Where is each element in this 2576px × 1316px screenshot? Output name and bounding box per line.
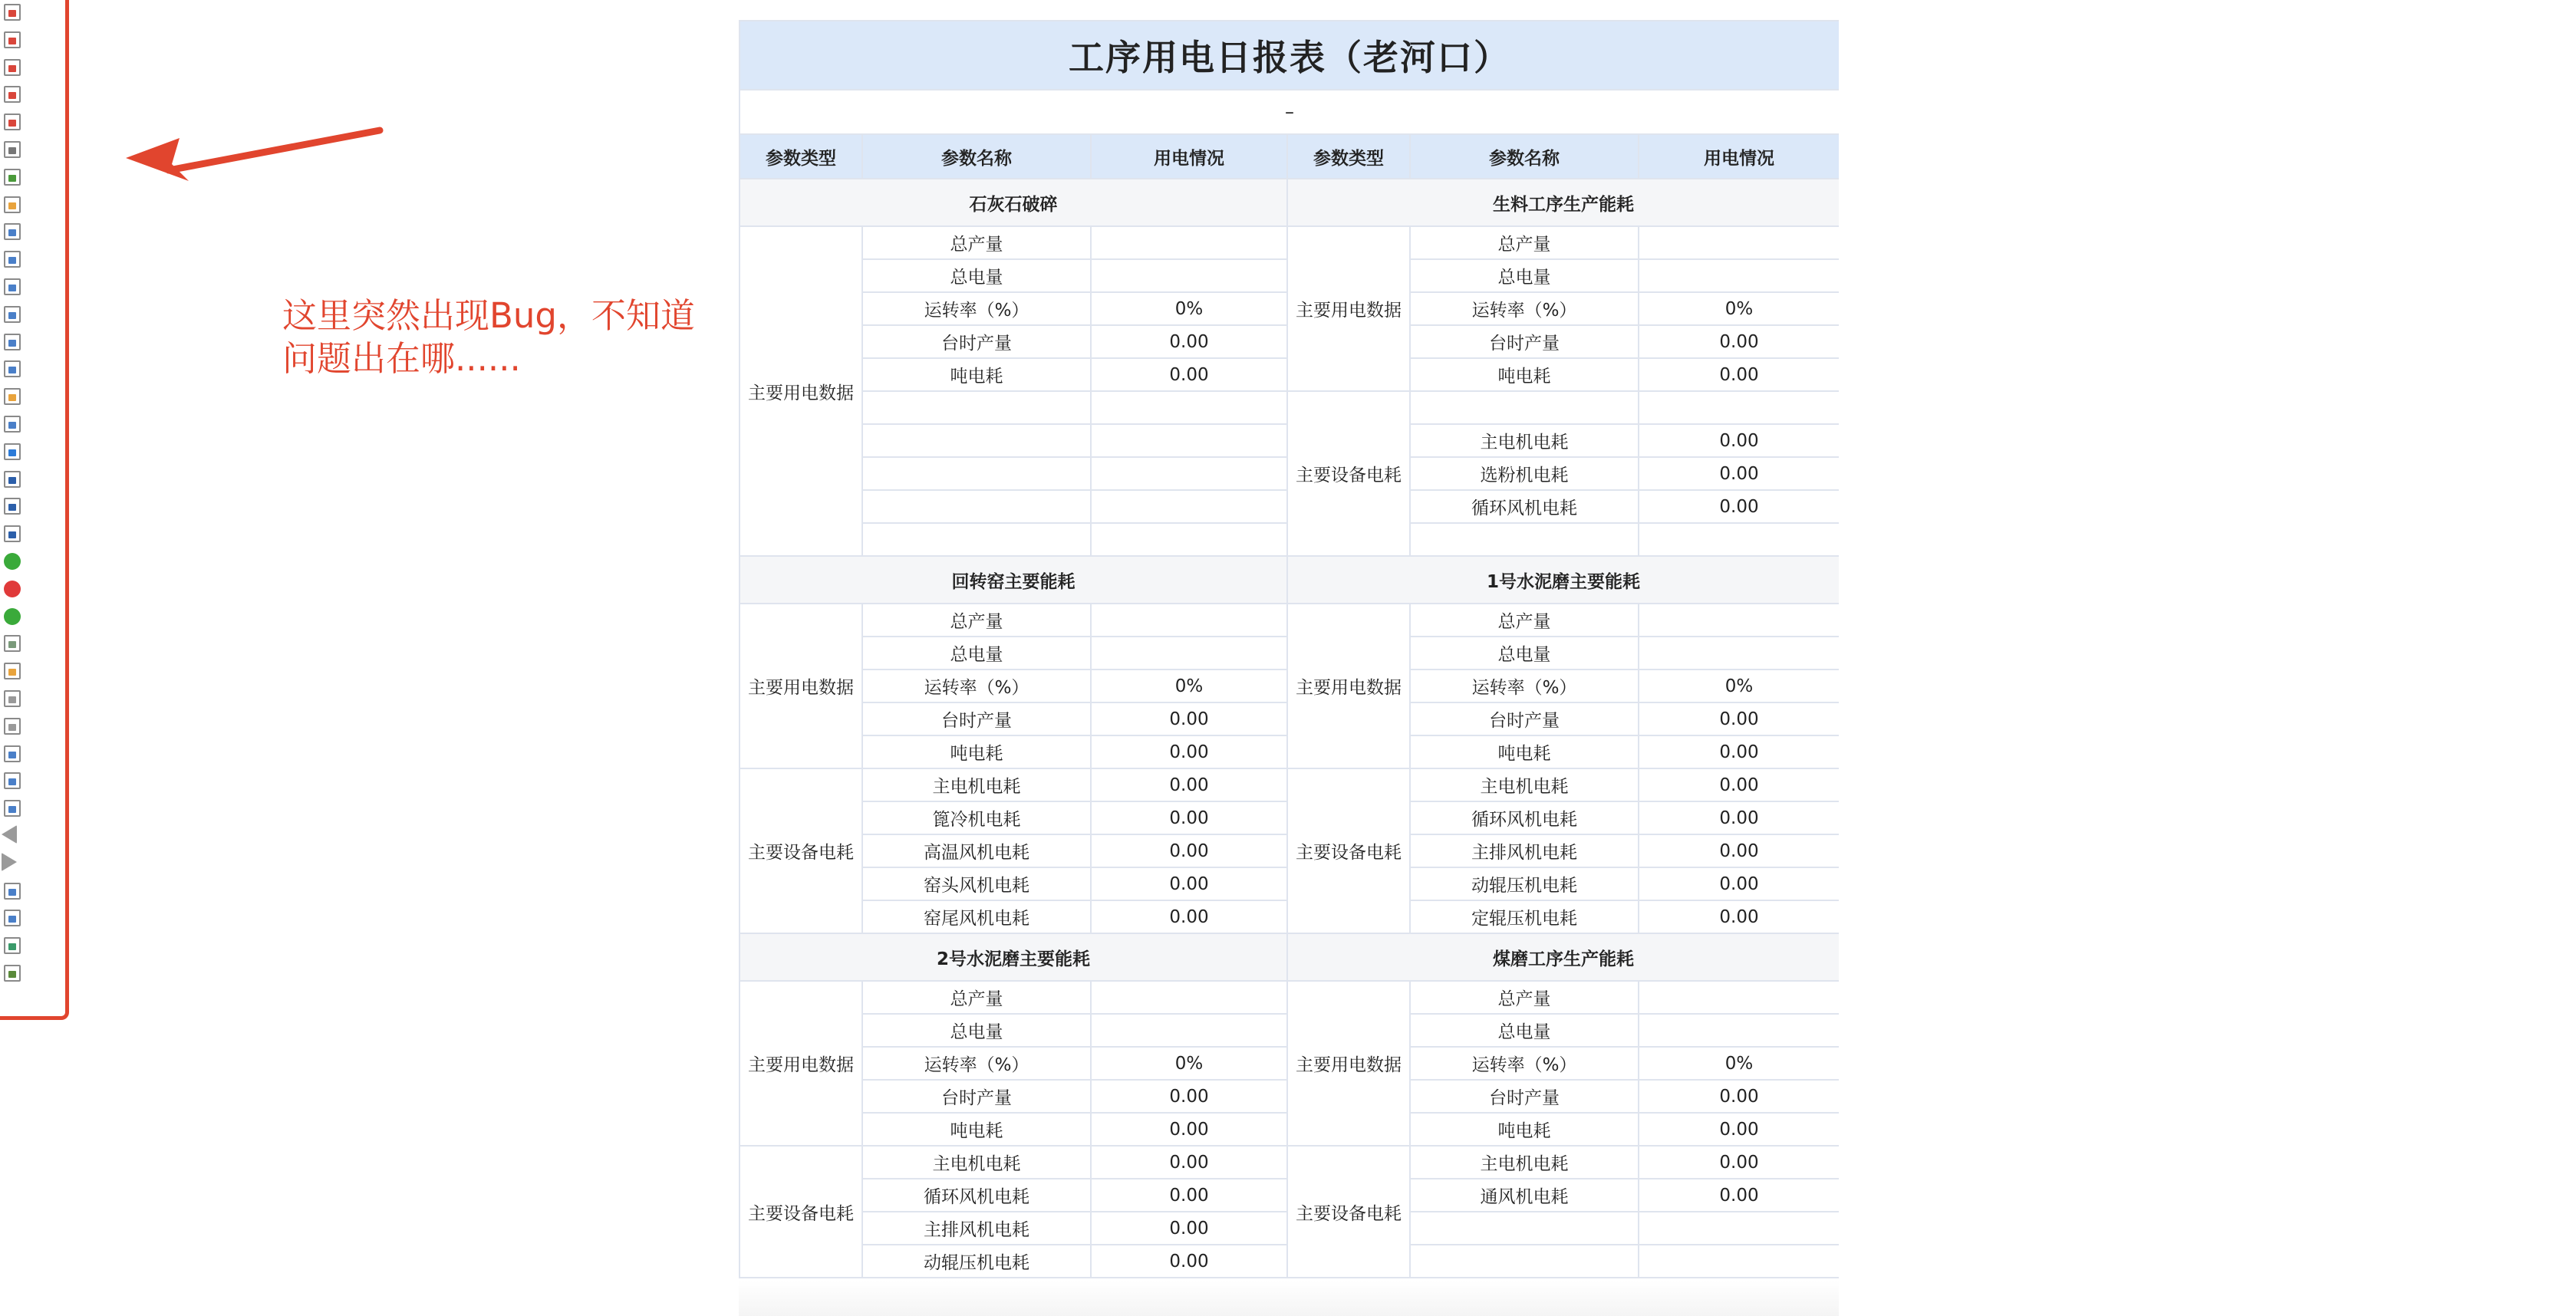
icon-accent (8, 175, 16, 182)
param-name-cell: 吨电耗 (1410, 1113, 1639, 1146)
delete-glyph (4, 581, 21, 597)
param-name-cell: 总产量 (1410, 981, 1639, 1014)
print-glyph (4, 141, 21, 158)
annotation-arrow-shaft (169, 130, 380, 170)
table-row (740, 391, 1839, 424)
param-name-cell: 总电量 (1410, 637, 1639, 670)
usage-value-cell: 0.00 (1639, 702, 1839, 735)
usage-value-cell: 0.00 (1091, 801, 1287, 834)
param-name-cell (862, 457, 1091, 490)
param-name-cell: 主电机电耗 (1410, 768, 1639, 801)
param-name-cell: 总产量 (862, 226, 1091, 259)
report-title: 工序用电日报表（老河口） (740, 21, 1839, 90)
icon-accent (8, 916, 16, 923)
fit-page-icon[interactable] (2, 413, 23, 435)
annotation-arrow (115, 115, 391, 192)
param-name-cell: 主电机电耗 (862, 1146, 1091, 1179)
prev-page-icon[interactable] (2, 825, 23, 847)
usage-value-cell: 0.00 (1091, 834, 1287, 867)
icon-accent (8, 92, 16, 99)
section-title-right: 煤磨工序生产能耗 (1287, 933, 1839, 981)
delete-icon[interactable] (2, 578, 23, 600)
next-page-glyph (2, 853, 17, 871)
param-name-cell: 主排风机电耗 (1410, 834, 1639, 867)
annotation-line-2: 问题出在哪...... (282, 338, 521, 379)
tree-expand-glyph (4, 306, 21, 323)
usage-value-cell: 0.00 (1639, 358, 1839, 391)
usage-value-cell (1639, 1014, 1839, 1047)
hierarchy-glyph (4, 360, 21, 377)
param-name-cell: 篦冷机电耗 (862, 801, 1091, 834)
sort-desc-icon[interactable] (2, 770, 23, 791)
edit-pencil-icon[interactable] (2, 386, 23, 407)
param-name-cell (1410, 1212, 1639, 1245)
icon-accent (8, 889, 16, 896)
param-name-cell: 吨电耗 (1410, 735, 1639, 768)
param-name-cell: 吨电耗 (1410, 358, 1639, 391)
usage-value-cell (1639, 1212, 1839, 1245)
clear-glyph (4, 910, 21, 926)
usage-value-cell: 0.00 (1639, 1146, 1839, 1179)
usage-value-cell: 0% (1639, 292, 1839, 325)
param-name-cell (862, 391, 1091, 424)
find-glyph (4, 635, 21, 652)
table-row (740, 768, 1839, 801)
usage-value-cell: 0.00 (1091, 1113, 1287, 1146)
download-glyph (4, 690, 21, 707)
param-type-cell: 主要用电数据 (1287, 604, 1410, 768)
usage-value-cell (1091, 490, 1287, 523)
param-name-cell (862, 424, 1091, 457)
param-name-cell: 总电量 (862, 637, 1091, 670)
param-type-cell: 主要设备电耗 (1287, 1146, 1410, 1278)
icon-accent (8, 504, 16, 511)
param-name-cell: 运转率（%） (862, 670, 1091, 702)
usage-value-cell: 0% (1091, 1047, 1287, 1080)
export-pdf-icon[interactable] (2, 29, 23, 51)
param-name-cell: 台时产量 (1410, 1080, 1639, 1113)
icon-accent (8, 65, 16, 72)
param-name-cell: 台时产量 (862, 702, 1091, 735)
icon-accent (8, 696, 16, 703)
icon-accent (8, 285, 16, 291)
usage-value-cell (1639, 226, 1839, 259)
usage-value-cell (1639, 523, 1839, 556)
column-header-row (740, 134, 1839, 179)
export-glyph (4, 169, 21, 186)
param-name-cell: 通风机电耗 (1410, 1179, 1639, 1212)
filter-glyph (4, 278, 21, 295)
usage-value-cell (1639, 637, 1839, 670)
param-name-cell: 台时产量 (862, 1080, 1091, 1113)
param-name-cell: 总产量 (1410, 604, 1639, 637)
usage-value-cell: 0% (1639, 670, 1839, 702)
prev-page-glyph (2, 825, 17, 844)
param-name-cell: 总电量 (862, 259, 1091, 292)
param-name-cell: 总电量 (862, 1014, 1091, 1047)
bookmark-icon[interactable] (2, 441, 23, 462)
tree-collapse-icon[interactable] (2, 331, 23, 353)
icon-accent (8, 367, 16, 373)
chart-icon[interactable] (2, 962, 23, 984)
column-header: 参数类型 (1287, 134, 1410, 179)
export-html-glyph (4, 4, 21, 21)
save-glyph (4, 883, 21, 900)
usage-value-cell: 0.00 (1091, 900, 1287, 933)
param-name-cell: 台时产量 (1410, 702, 1639, 735)
param-name-cell: 循环风机电耗 (1410, 490, 1639, 523)
report-toolbar (0, 0, 69, 1020)
usage-value-cell: 0.00 (1091, 1212, 1287, 1245)
save-icon[interactable] (2, 880, 23, 902)
confirm-icon[interactable] (2, 606, 23, 627)
usage-value-cell: 0.00 (1639, 801, 1839, 834)
icon-accent (8, 257, 16, 264)
usage-value-cell: 0.00 (1091, 735, 1287, 768)
sort-desc-glyph (4, 772, 21, 789)
usage-value-cell: 0.00 (1639, 900, 1839, 933)
table-row (740, 604, 1839, 637)
usage-value-cell: 0.00 (1091, 867, 1287, 900)
tree-expand-icon[interactable] (2, 304, 23, 325)
icon-accent (8, 806, 16, 813)
param-name-cell: 循环风机电耗 (1410, 801, 1639, 834)
table-layout-icon[interactable] (2, 221, 23, 242)
icon-accent (8, 312, 16, 319)
param-name-cell: 循环风机电耗 (862, 1179, 1091, 1212)
confirm-glyph (4, 608, 21, 625)
section-title-right: 1号水泥磨主要能耗 (1287, 556, 1839, 604)
param-type-cell: 主要设备电耗 (740, 1146, 862, 1278)
table-row (740, 981, 1839, 1014)
section-title-left: 2号水泥磨主要能耗 (740, 933, 1287, 981)
param-name-cell (1410, 523, 1639, 556)
param-name-cell (1410, 1245, 1639, 1278)
param-name-cell: 运转率（%） (1410, 292, 1639, 325)
settings-glyph (4, 251, 21, 268)
add-glyph (4, 553, 21, 570)
param-name-cell: 运转率（%） (1410, 670, 1639, 702)
section-title-left: 回转窑主要能耗 (740, 556, 1287, 604)
usage-value-cell: 0.00 (1639, 1113, 1839, 1146)
redo-glyph (4, 498, 21, 515)
resize-icon[interactable] (2, 798, 23, 819)
tree-collapse-glyph (4, 334, 21, 350)
add-icon[interactable] (2, 551, 23, 572)
param-name-cell: 窑尾风机电耗 (862, 900, 1091, 933)
list-icon[interactable] (2, 523, 23, 544)
next-page-icon[interactable] (2, 853, 23, 874)
list-glyph (4, 525, 21, 542)
undo-glyph (4, 471, 21, 488)
usage-value-cell: 0.00 (1091, 358, 1287, 391)
usage-value-cell (1639, 604, 1839, 637)
icon-accent (8, 10, 16, 17)
export-gif-icon[interactable] (2, 84, 23, 105)
excel-icon[interactable] (2, 935, 23, 956)
icon-accent (8, 340, 16, 347)
param-name-cell: 动辊压机电耗 (1410, 867, 1639, 900)
email-glyph (4, 196, 21, 213)
edit-pencil-glyph (4, 388, 21, 405)
report-table (739, 20, 1839, 1278)
param-type-cell: 主要用电数据 (1287, 226, 1410, 391)
param-name-cell: 运转率（%） (1410, 1047, 1639, 1080)
sort-asc-icon[interactable] (2, 743, 23, 765)
param-name-cell: 总产量 (862, 981, 1091, 1014)
usage-value-cell: 0.00 (1639, 1080, 1839, 1113)
sort-asc-glyph (4, 745, 21, 762)
section-title-left: 石灰石破碎 (740, 179, 1287, 226)
usage-value-cell (1091, 457, 1287, 490)
usage-value-cell: 0.00 (1091, 1146, 1287, 1179)
icon-accent (8, 531, 16, 538)
annotation-line-1: 这里突然出现Bug，不知道 (282, 295, 695, 336)
export-html-icon[interactable] (2, 2, 23, 23)
param-name-cell: 总电量 (1410, 259, 1639, 292)
settings-icon[interactable] (2, 248, 23, 270)
resize-glyph (4, 800, 21, 817)
usage-value-cell: 0.00 (1091, 325, 1287, 358)
icon-accent (8, 971, 16, 978)
usage-value-cell (1091, 523, 1287, 556)
icon-accent (8, 422, 16, 429)
param-name-cell: 吨电耗 (862, 735, 1091, 768)
filter-icon[interactable] (2, 276, 23, 298)
usage-value-cell: 0.00 (1639, 735, 1839, 768)
icon-accent (8, 669, 16, 676)
redo-icon[interactable] (2, 495, 23, 517)
usage-value-cell: 0.00 (1639, 457, 1839, 490)
param-type-cell: 主要用电数据 (740, 981, 862, 1146)
column-header: 参数类型 (740, 134, 862, 179)
usage-value-cell: 0% (1639, 1047, 1839, 1080)
icon-accent (8, 147, 16, 154)
hierarchy-icon[interactable] (2, 358, 23, 380)
usage-value-cell: 0.00 (1091, 702, 1287, 735)
usage-value-cell (1091, 981, 1287, 1014)
param-name-cell: 运转率（%） (862, 1047, 1091, 1080)
param-name-cell (862, 523, 1091, 556)
usage-value-cell (1091, 259, 1287, 292)
usage-value-cell: 0.00 (1091, 1080, 1287, 1113)
report-date-range: – (740, 90, 1839, 134)
section-title-row (740, 933, 1839, 981)
usage-value-cell (1091, 424, 1287, 457)
column-header: 用电情况 (1091, 134, 1287, 179)
icon-accent (8, 202, 16, 209)
param-name-cell: 运转率（%） (862, 292, 1091, 325)
icon-accent (8, 943, 16, 950)
edit-cell-glyph (4, 663, 21, 679)
usage-value-cell: 0.00 (1091, 1179, 1287, 1212)
param-name-cell: 主电机电耗 (862, 768, 1091, 801)
param-name-cell: 主电机电耗 (1410, 424, 1639, 457)
column-header: 用电情况 (1639, 134, 1839, 179)
param-name-cell (862, 490, 1091, 523)
column-header: 参数名称 (1410, 134, 1639, 179)
icon-accent (8, 641, 16, 648)
table-row (740, 1146, 1839, 1179)
param-type-cell: 主要用电数据 (740, 604, 862, 768)
export-jpg-glyph (4, 59, 21, 76)
usage-value-cell: 0% (1091, 292, 1287, 325)
param-name-cell: 定辊压机电耗 (1410, 900, 1639, 933)
undo-icon[interactable] (2, 469, 23, 490)
edit-cell-icon[interactable] (2, 660, 23, 682)
param-name-cell: 总产量 (1410, 226, 1639, 259)
clear-icon[interactable] (2, 907, 23, 929)
param-name-cell: 主排风机电耗 (862, 1212, 1091, 1245)
icon-accent (8, 120, 16, 127)
sort-down-icon[interactable] (2, 716, 23, 737)
icon-accent (8, 394, 16, 401)
table-row (740, 226, 1839, 259)
usage-value-cell (1639, 981, 1839, 1014)
export-icon[interactable] (2, 166, 23, 188)
usage-value-cell (1639, 391, 1839, 424)
param-name-cell: 吨电耗 (862, 1113, 1091, 1146)
param-name-cell: 台时产量 (862, 325, 1091, 358)
usage-value-cell (1091, 1014, 1287, 1047)
export-jpg-icon[interactable] (2, 57, 23, 78)
param-name-cell (1410, 391, 1639, 424)
usage-value-cell: 0.00 (1639, 1179, 1839, 1212)
icon-accent (8, 38, 16, 44)
param-type-cell: 主要设备电耗 (1287, 391, 1410, 556)
param-name-cell: 主电机电耗 (1410, 1146, 1639, 1179)
table-layout-glyph (4, 223, 21, 240)
usage-value-cell: 0.00 (1639, 768, 1839, 801)
chart-glyph (4, 965, 21, 982)
section-title-right: 生料工序生产能耗 (1287, 179, 1839, 226)
annotation-text (282, 294, 735, 380)
param-name-cell: 吨电耗 (862, 358, 1091, 391)
param-type-cell: 主要用电数据 (740, 226, 862, 556)
param-name-cell: 总电量 (1410, 1014, 1639, 1047)
usage-value-cell: 0.00 (1639, 424, 1839, 457)
bookmark-glyph (4, 443, 21, 460)
annotation-arrow-head (126, 138, 189, 181)
column-header: 参数名称 (862, 134, 1091, 179)
export-gif-glyph (4, 86, 21, 103)
section-title-row (740, 556, 1839, 604)
usage-value-cell: 0.00 (1639, 490, 1839, 523)
usage-value-cell (1091, 604, 1287, 637)
export-png-icon[interactable] (2, 111, 23, 133)
icon-accent (8, 778, 16, 785)
param-name-cell: 高温风机电耗 (862, 834, 1091, 867)
param-type-cell: 主要设备电耗 (1287, 768, 1410, 933)
usage-value-cell (1639, 259, 1839, 292)
usage-value-cell (1091, 637, 1287, 670)
usage-value-cell (1091, 391, 1287, 424)
export-png-glyph (4, 114, 21, 130)
icon-accent (8, 752, 16, 758)
export-pdf-glyph (4, 31, 21, 48)
param-name-cell: 窑头风机电耗 (862, 867, 1091, 900)
find-icon[interactable] (2, 633, 23, 654)
usage-value-cell (1091, 226, 1287, 259)
usage-value-cell: 0.00 (1639, 867, 1839, 900)
param-name-cell: 选粉机电耗 (1410, 457, 1639, 490)
email-icon[interactable] (2, 194, 23, 215)
param-name-cell: 台时产量 (1410, 325, 1639, 358)
usage-value-cell: 0.00 (1639, 325, 1839, 358)
usage-value-cell: 0.00 (1639, 834, 1839, 867)
section-title-row (740, 179, 1839, 226)
param-name-cell: 总产量 (862, 604, 1091, 637)
sort-down-glyph (4, 718, 21, 735)
icon-accent (8, 229, 16, 236)
icon-accent (8, 477, 16, 484)
usage-value-cell: 0.00 (1091, 768, 1287, 801)
param-type-cell: 主要用电数据 (1287, 981, 1410, 1146)
param-name-cell: 动辊压机电耗 (862, 1245, 1091, 1278)
usage-value-cell: 0.00 (1091, 1245, 1287, 1278)
print-icon[interactable] (2, 139, 23, 160)
report-viewer (739, 20, 1839, 1316)
param-type-cell: 主要设备电耗 (740, 768, 862, 933)
icon-accent (8, 449, 16, 456)
fit-page-glyph (4, 416, 21, 433)
usage-value-cell: 0% (1091, 670, 1287, 702)
download-icon[interactable] (2, 688, 23, 709)
usage-value-cell (1639, 1245, 1839, 1278)
icon-accent (8, 724, 16, 731)
excel-glyph (4, 937, 21, 954)
